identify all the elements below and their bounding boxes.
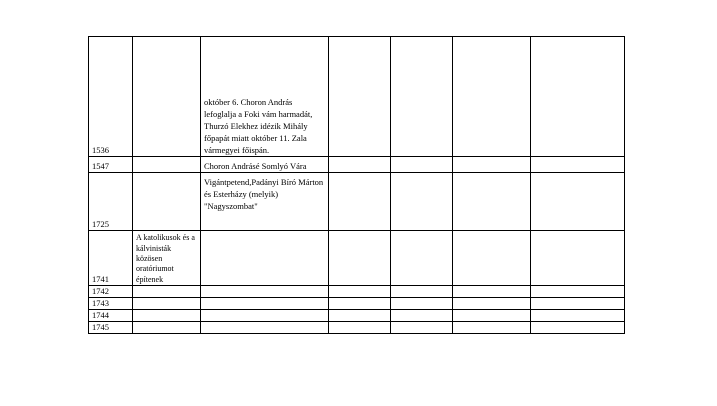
cell-col-f [453,297,531,309]
cell-event: október 6. Choron András lefoglalja a Foki vám harmadát, Thurzó Elekhez idézik Mihály főpapát miatt október 11. Zala vármegyei főispán. [201,37,329,157]
cell-col-d [329,321,391,333]
cell-note [133,297,201,309]
cell-col-d [329,157,391,173]
cell-event: Choron Andrásé Somlyó Vára [201,157,329,173]
cell-col-f [453,286,531,298]
cell-note [133,157,201,173]
cell-event [201,297,329,309]
cell-col-f [453,231,531,286]
table-row [89,286,625,298]
cell-col-f [453,157,531,173]
cell-col-d [329,297,391,309]
cell-col-g [531,37,625,157]
cell-col-e [391,309,453,321]
table-row [89,321,625,333]
cell-col-d [329,37,391,157]
table-row [89,309,625,321]
cell-note [133,321,201,333]
cell-year: 1547 [89,157,133,173]
cell-year: 1742 [89,286,133,298]
cell-col-e [391,231,453,286]
cell-col-e [391,286,453,298]
cell-col-g [531,321,625,333]
cell-event [201,286,329,298]
cell-col-d [329,309,391,321]
cell-note [133,309,201,321]
cell-event [201,321,329,333]
cell-event: Vigántpetend,Padányi Bíró Márton és Esterházy (melyik) "Nagyszombat" [201,173,329,231]
cell-year: 1745 [89,321,133,333]
cell-year: 1741 [89,231,133,286]
cell-note: A katolikusok és a kálvinisták közösen oratóriumot építenek [133,231,201,286]
cell-col-d [329,173,391,231]
cell-col-f [453,173,531,231]
table-row [89,297,625,309]
cell-col-g [531,157,625,173]
cell-event [201,231,329,286]
cell-note [133,37,201,157]
cell-col-g [531,286,625,298]
cell-col-g [531,309,625,321]
cell-col-f [453,37,531,157]
cell-year: 1744 [89,309,133,321]
cell-col-e [391,157,453,173]
table-row [89,231,625,286]
cell-col-g [531,231,625,286]
cell-col-g [531,297,625,309]
chronology-table [88,36,625,334]
cell-col-d [329,286,391,298]
cell-col-f [453,321,531,333]
cell-col-e [391,321,453,333]
cell-col-f [453,309,531,321]
table-row [89,157,625,173]
cell-col-g [531,173,625,231]
cell-col-e [391,37,453,157]
cell-year: 1725 [89,173,133,231]
cell-year: 1743 [89,297,133,309]
cell-col-e [391,173,453,231]
cell-col-d [329,231,391,286]
cell-note [133,286,201,298]
cell-note [133,173,201,231]
cell-event [201,309,329,321]
table-row [89,37,625,157]
cell-year: 1536 [89,37,133,157]
table-row [89,173,625,231]
cell-col-e [391,297,453,309]
